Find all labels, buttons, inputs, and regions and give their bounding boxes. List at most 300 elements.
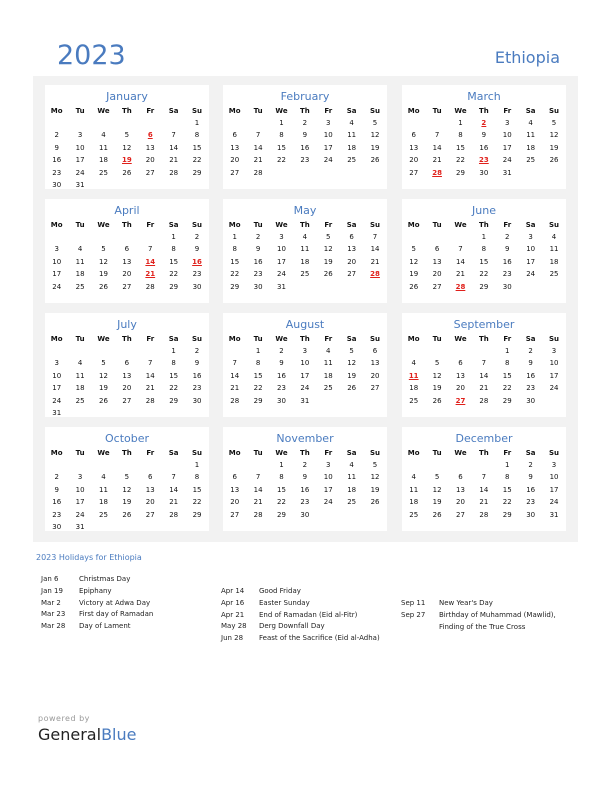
day-cell: 1 [194, 119, 200, 127]
day-cell: 1 [232, 233, 237, 241]
day-cell [115, 407, 138, 419]
day-cell: 4 [411, 473, 416, 482]
day-cell: 25 [75, 396, 85, 405]
day-cell: 5 [434, 359, 440, 368]
holiday-row [41, 574, 153, 586]
day-cell: 12 [549, 131, 559, 140]
day-cell [363, 509, 386, 521]
day-cell: 9 [302, 473, 308, 482]
week-row [45, 117, 209, 129]
weekday-label: Fr [146, 335, 155, 343]
weekday-label: Th [121, 221, 132, 229]
day-cell [363, 395, 386, 407]
day-cell: 15 [502, 371, 512, 380]
weekday-label: Su [370, 221, 381, 229]
day-cell: 6 [434, 245, 440, 254]
brand-logo [38, 714, 136, 744]
week-row [402, 459, 566, 471]
weekday-header [223, 105, 387, 117]
day-cell: 9 [194, 359, 200, 368]
day-cell [317, 167, 340, 179]
week-row [45, 268, 209, 280]
month-title: September [453, 318, 515, 331]
day-cell: 21 [169, 498, 179, 507]
weekday-label: Fr [324, 335, 333, 343]
day-cell: 1 [279, 119, 284, 127]
day-cell: 1 [505, 347, 510, 355]
weekday-label: We [454, 107, 467, 115]
day-cell [139, 521, 162, 533]
day-cell: 12 [323, 245, 333, 254]
day-cell: 30 [502, 282, 512, 291]
day-cell: 28 [145, 282, 155, 291]
weekday-label: Su [549, 107, 560, 115]
day-cell: 10 [549, 473, 559, 482]
week-row [223, 496, 387, 508]
day-cell: 25 [99, 510, 108, 519]
day-cell: 7 [171, 131, 176, 140]
day-cell [68, 459, 91, 471]
weekday-header [223, 333, 387, 345]
day-cell: 30 [300, 510, 310, 519]
day-cell: 1 [458, 119, 463, 127]
week-row [45, 179, 209, 191]
week-row [402, 256, 566, 268]
day-cell: 14 [230, 371, 240, 380]
month-july [45, 313, 209, 417]
holiday-name: Victory at Adwa Day [79, 598, 151, 607]
weekday-label: Fr [324, 107, 333, 115]
week-row [402, 345, 566, 357]
day-cell: 14 [432, 143, 442, 152]
weekday-label: Sa [168, 107, 179, 115]
day-cell: 17 [75, 156, 85, 165]
weekday-label: Tu [253, 107, 263, 115]
day-cell [425, 459, 448, 471]
day-cell [246, 459, 269, 471]
week-row [223, 243, 387, 255]
weekday-label: Sa [525, 221, 536, 229]
day-cell: 30 [192, 396, 202, 405]
day-cell: 18 [99, 498, 108, 507]
day-cell: 17 [549, 485, 559, 494]
day-cell: 22 [502, 498, 512, 507]
weekday-header [402, 333, 566, 345]
weekday-label: Su [192, 449, 203, 457]
weekday-label: We [454, 449, 467, 457]
weekday-header [223, 219, 387, 231]
day-cell: 7 [148, 359, 153, 368]
day-cell: 11 [99, 143, 108, 152]
week-row [45, 407, 209, 419]
day-cell: 18 [409, 498, 419, 507]
day-cell [92, 521, 115, 533]
day-cell: 22 [277, 498, 286, 507]
day-cell: 13 [145, 143, 155, 152]
holiday-date: Jan 6 [41, 575, 59, 583]
day-cell: 23 [52, 168, 62, 177]
week-row [45, 357, 209, 369]
holiday-name: Epiphany [79, 586, 112, 595]
day-cell: 4 [302, 233, 308, 241]
day-cell: 12 [432, 371, 442, 380]
day-cell: 25 [99, 168, 108, 177]
day-cell: 18 [549, 257, 559, 266]
day-cell: 9 [481, 131, 487, 140]
day-cell: 18 [75, 270, 85, 279]
holiday-row [221, 621, 380, 633]
week-row [402, 484, 566, 496]
day-cell: 13 [230, 485, 240, 494]
weekday-label: Th [299, 107, 310, 115]
day-cell: 28 [169, 510, 179, 519]
week-row [402, 281, 566, 293]
day-cell: 21 [479, 384, 489, 393]
holiday-name: Birthday of Muhammad (Mawlid), [439, 610, 556, 619]
day-cell: 27 [145, 168, 155, 177]
day-cell: 31 [549, 510, 559, 519]
weekday-label: Mo [228, 107, 241, 115]
day-cell: 20 [122, 270, 132, 279]
weekday-label: Su [549, 335, 560, 343]
day-cell [139, 231, 162, 243]
holiday-row [41, 621, 153, 633]
week-row [45, 256, 209, 268]
day-cell: 27 [122, 396, 132, 405]
day-cell [472, 345, 495, 357]
year-title: 2023 [57, 40, 126, 71]
day-cell [185, 521, 208, 533]
day-cell: 22 [277, 156, 286, 165]
day-cell: 10 [526, 245, 536, 254]
day-cell: 3 [77, 473, 83, 482]
day-cell: 15 [502, 485, 512, 494]
day-cell: 25 [323, 384, 333, 393]
weekday-label: Mo [407, 335, 420, 343]
day-cell: 31 [277, 282, 286, 291]
weekday-label: Tu [432, 449, 442, 457]
day-cell [340, 395, 363, 407]
day-cell: 31 [52, 408, 62, 417]
day-cell: 7 [434, 131, 440, 140]
day-cell: 4 [101, 473, 106, 482]
day-cell [162, 407, 185, 419]
week-row [223, 256, 387, 268]
day-cell: 5 [434, 473, 440, 482]
day-cell: 9 [279, 359, 284, 368]
weekday-header [45, 447, 209, 459]
day-cell: 16 [526, 485, 536, 494]
day-cell: 29 [169, 282, 179, 291]
weekday-label: Fr [324, 221, 333, 229]
day-cell: 26 [432, 510, 442, 519]
weekday-label: Su [370, 449, 381, 457]
day-cell: 4 [326, 347, 331, 355]
weekday-label: Tu [253, 221, 263, 229]
day-cell: 10 [52, 257, 62, 266]
day-cell: 16 [192, 371, 202, 380]
day-cell: 7 [232, 359, 237, 368]
day-cell: 26 [347, 384, 357, 393]
day-cell: 22 [479, 270, 489, 279]
day-cell [68, 407, 91, 419]
day-cell: 10 [502, 131, 512, 140]
weekday-label: Sa [525, 335, 536, 343]
day-cell [223, 345, 246, 357]
day-cell [542, 395, 565, 407]
day-cell: 16 [479, 143, 489, 152]
day-cell: 27 [409, 168, 419, 177]
day-cell: 16 [526, 371, 536, 380]
week-row [45, 142, 209, 154]
day-cell: 30 [52, 522, 62, 531]
day-cell [162, 521, 185, 533]
day-cell: 26 [409, 282, 419, 291]
weekday-label: Th [299, 449, 310, 457]
weekday-label: Su [370, 107, 381, 115]
weekday-label: Mo [50, 221, 63, 229]
day-cell: 15 [253, 371, 263, 380]
day-cell: 26 [99, 396, 108, 405]
day-cell: 17 [502, 143, 512, 152]
weekday-header [402, 219, 566, 231]
day-cell: 25 [526, 156, 536, 165]
holiday-date: Jun 28 [221, 634, 244, 643]
day-cell [162, 117, 185, 129]
day-cell: 25 [347, 498, 357, 507]
day-cell: 26 [432, 396, 442, 405]
day-cell: 3 [302, 347, 308, 355]
day-cell: 19 [347, 371, 357, 380]
day-cell: 5 [124, 473, 130, 482]
day-cell: 1 [171, 233, 176, 241]
day-cell: 15 [456, 143, 465, 152]
day-cell: 7 [481, 473, 487, 482]
day-cell: 4 [551, 233, 557, 241]
weekday-label: We [97, 449, 110, 457]
day-cell: 30 [52, 180, 62, 189]
day-cell [45, 345, 68, 357]
day-cell: 9 [54, 485, 59, 494]
day-cell [449, 345, 472, 357]
day-cell: 25 [549, 270, 559, 279]
holiday-name: Finding of the True Cross [439, 622, 526, 631]
day-cell: 8 [279, 473, 284, 482]
day-cell: 11 [347, 473, 357, 482]
weekday-label: Tu [432, 107, 442, 115]
day-cell: 7 [255, 473, 261, 482]
day-cell: 12 [370, 131, 380, 140]
day-cell: 2 [194, 347, 200, 355]
week-row [223, 281, 387, 293]
day-cell: 5 [101, 245, 106, 254]
weekday-label: We [97, 221, 110, 229]
day-cell [139, 117, 162, 129]
weekday-header [402, 447, 566, 459]
weekday-label: Su [192, 107, 203, 115]
day-cell: 22 [169, 270, 179, 279]
month-october [45, 427, 209, 531]
day-cell: 24 [549, 384, 559, 393]
day-cell: 21 [456, 270, 465, 279]
day-cell: 9 [194, 245, 200, 254]
day-cell: 5 [551, 119, 557, 127]
day-cell: 17 [277, 257, 286, 266]
day-cell: 30 [277, 396, 286, 405]
weekday-label: Mo [228, 335, 241, 343]
day-cell: 27 [347, 270, 357, 279]
day-cell: 20 [432, 270, 442, 279]
weekday-label: Tu [432, 221, 442, 229]
day-cell: 12 [347, 359, 357, 368]
day-cell: 4 [77, 359, 83, 368]
day-cell [45, 459, 68, 471]
day-cell: 10 [300, 359, 310, 368]
week-row [402, 509, 566, 521]
week-row [402, 370, 566, 382]
day-cell: 13 [347, 245, 357, 254]
logo-blue: Blue [101, 725, 137, 744]
day-cell: 24 [300, 384, 310, 393]
day-cell: 14 [169, 485, 179, 494]
weekday-header [402, 105, 566, 117]
day-cell: 28 [230, 396, 240, 405]
weekday-header [45, 333, 209, 345]
day-cell: 16 [277, 371, 286, 380]
weekday-label: Su [370, 335, 381, 343]
day-cell: 2 [255, 233, 261, 241]
day-cell [340, 509, 363, 521]
day-cell [270, 167, 293, 179]
weekday-label: Th [121, 335, 132, 343]
weekday-label: Mo [407, 449, 420, 457]
day-cell: 2 [54, 473, 59, 482]
month-title: August [285, 318, 325, 331]
week-row [402, 395, 566, 407]
weekday-label: Sa [346, 335, 357, 343]
day-cell: 28 [253, 510, 263, 519]
day-cell: 8 [458, 131, 463, 140]
day-cell: 28 [253, 168, 263, 177]
week-row [45, 484, 209, 496]
weekday-label: Sa [346, 221, 357, 229]
day-cell: 5 [124, 131, 130, 140]
day-cell [185, 407, 208, 419]
day-cell [162, 179, 185, 191]
month-june [402, 199, 566, 303]
day-cell: 11 [300, 245, 310, 254]
day-cell [115, 179, 138, 191]
powered-by-text: powered by [38, 714, 90, 723]
day-cell: 24 [526, 270, 536, 279]
day-cell: 6 [124, 245, 130, 254]
day-cell: 13 [370, 359, 380, 368]
day-cell: 20 [145, 498, 155, 507]
day-cell [92, 179, 115, 191]
day-cell: 16 [52, 498, 62, 507]
day-cell [402, 345, 425, 357]
day-cell: 21 [145, 270, 156, 279]
day-cell: 5 [372, 119, 378, 127]
day-cell: 8 [194, 473, 200, 482]
day-cell: 20 [456, 384, 465, 393]
week-row [402, 142, 566, 154]
week-row [223, 231, 387, 243]
day-cell: 30 [526, 396, 536, 405]
day-cell: 26 [370, 498, 380, 507]
month-title: December [455, 432, 513, 445]
holiday-name: Feast of the Sacrifice (Eid al-Adha) [259, 634, 380, 643]
day-cell: 15 [277, 485, 286, 494]
day-cell: 13 [456, 371, 465, 380]
day-cell [402, 231, 425, 243]
weekday-label: Th [299, 221, 310, 229]
day-cell: 20 [230, 156, 240, 165]
day-cell: 23 [253, 270, 263, 279]
day-cell: 4 [101, 131, 106, 140]
holiday-date: Mar 28 [41, 622, 66, 631]
week-row [223, 268, 387, 280]
day-cell: 3 [551, 461, 557, 469]
day-cell [92, 459, 115, 471]
day-cell: 29 [277, 510, 286, 519]
day-cell: 19 [432, 498, 442, 507]
weekday-label: Mo [407, 107, 420, 115]
day-cell: 23 [478, 156, 489, 165]
day-cell: 14 [456, 257, 465, 266]
day-cell: 9 [528, 359, 533, 368]
day-cell: 2 [54, 131, 59, 140]
day-cell: 26 [99, 282, 108, 291]
day-cell: 7 [458, 245, 463, 254]
day-cell: 31 [300, 396, 310, 405]
day-cell: 10 [75, 143, 85, 152]
day-cell [293, 167, 316, 179]
day-cell: 4 [349, 461, 354, 469]
day-cell: 19 [549, 143, 559, 152]
day-cell: 7 [372, 233, 378, 241]
day-cell [340, 281, 363, 293]
weekday-label: Su [549, 449, 560, 457]
day-cell: 19 [409, 270, 419, 279]
day-cell: 8 [279, 131, 284, 140]
day-cell: 24 [277, 270, 286, 279]
day-cell: 21 [253, 498, 263, 507]
day-cell: 24 [502, 156, 512, 165]
week-row [223, 484, 387, 496]
day-cell: 29 [192, 168, 202, 177]
weekday-label: Mo [228, 449, 241, 457]
day-cell: 8 [171, 245, 176, 254]
day-cell [246, 117, 269, 129]
day-cell: 2 [279, 347, 284, 355]
day-cell: 21 [432, 156, 442, 165]
weekday-label: Th [478, 107, 489, 115]
day-cell: 6 [232, 131, 237, 140]
day-cell [115, 231, 138, 243]
day-cell: 28 [432, 168, 442, 177]
weekday-label: We [275, 221, 288, 229]
day-cell: 1 [171, 347, 176, 355]
day-cell: 24 [323, 156, 333, 165]
day-cell [45, 231, 68, 243]
day-cell: 3 [54, 359, 59, 368]
holiday-row [221, 586, 380, 598]
day-cell: 16 [300, 143, 310, 152]
day-cell [139, 179, 162, 191]
day-cell: 8 [194, 131, 200, 140]
holiday-name: New Year's Day [439, 599, 493, 607]
